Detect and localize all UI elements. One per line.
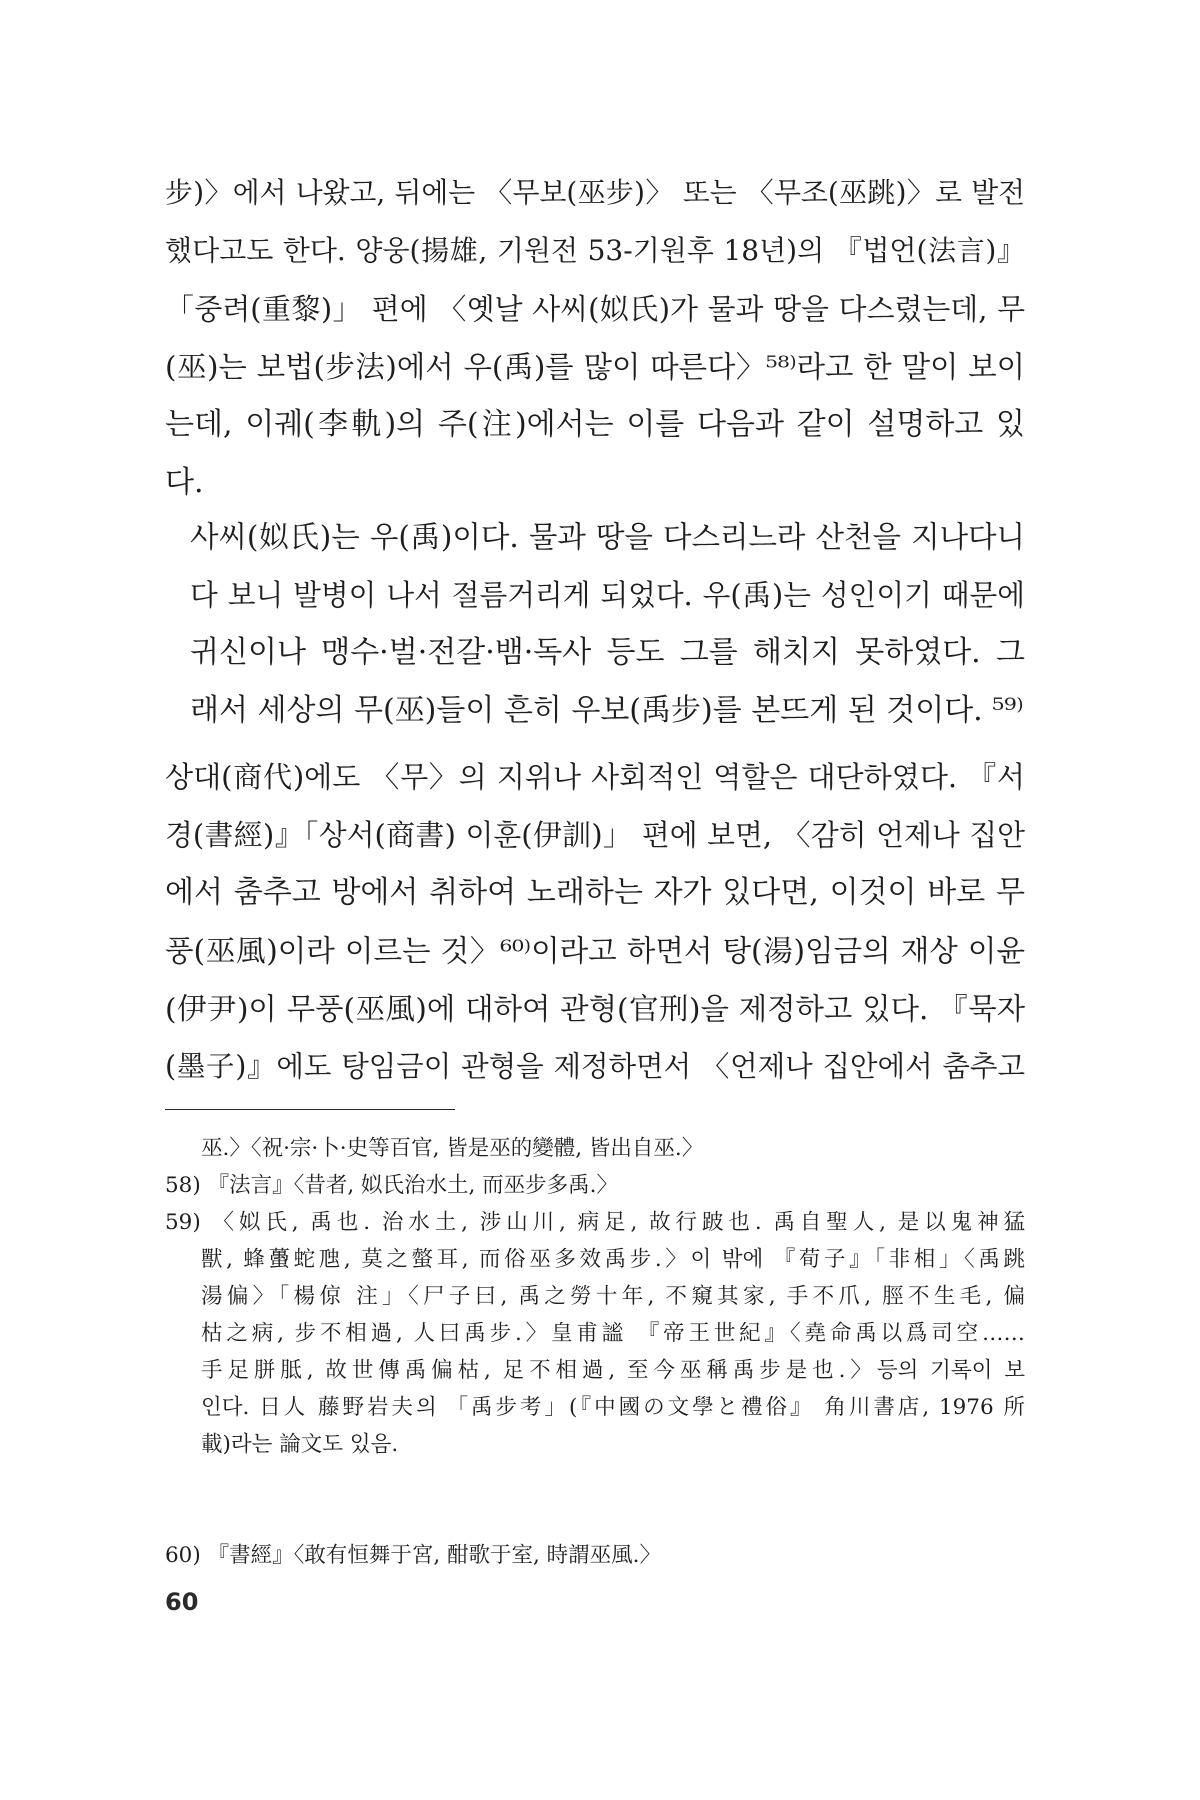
text-line: 步)〉에서 나왔고, 뒤에는 〈무보(巫步)〉 또는 〈무조(巫跳)〉로 발전 bbox=[165, 176, 1025, 209]
text-line: 경(書經)』「상서(商書) 이훈(伊訓)」 편에 보면, 〈감히 언제나 집안 bbox=[165, 818, 1025, 852]
quote-line: 래서 세상의 무(巫)들이 흔히 우보(禹步)를 본뜨게 된 것이다. ⁵⁹⁾ bbox=[190, 693, 1024, 728]
footnote-line: 獸, 蜂蠆蛇虺, 莫之螫耳, 而俗巫多效禹步.〉이 밖에 『荀子』「非相」〈禹跳 bbox=[201, 1247, 1025, 1272]
quote-line: 다 보니 발병이 나서 절름거리게 되었다. 우(禹)는 성인이기 때문에 bbox=[190, 578, 1025, 612]
text-line: 상대(商代)에도 〈무〉의 지위나 사회적인 역할은 대단하였다. 『서 bbox=[165, 760, 1025, 794]
footnote-line: 湯偏〉「楊倞 注」〈尸子曰, 禹之勞十年, 不窺其家, 手不爪, 脛不生毛, 偏 bbox=[201, 1284, 1025, 1309]
quote-line: 귀신이나 맹수·벌·전갈·뱀·독사 등도 그를 해치지 못하였다. 그 bbox=[190, 635, 1025, 670]
text-line: 했다고도 한다. 양웅(揚雄, 기원전 53-기원후 18년)의 『법언(法言)』 bbox=[165, 234, 1025, 267]
footnote-line: 60) 『書經』〈敢有恒舞于宮, 酣歌于室, 時謂巫風.〉 bbox=[165, 1543, 662, 1568]
body-paragraph-1 bbox=[165, 164, 1025, 512]
text-line: 풍(巫風)이라 이르는 것〉⁶⁰⁾이라고 하면서 탕(湯)임금의 재상 이윤 bbox=[165, 934, 1025, 968]
footnote-line: 載)라는 論文도 있음. bbox=[201, 1432, 399, 1457]
footnote-line: 59) 〈姒氏, 禹也. 治水土, 涉山川, 病足, 故行跛也. 禹自聖人, 是以鬼神猛 bbox=[165, 1210, 1025, 1235]
footnote-line: 인다. 日人 藤野岩夫의 「禹步考」(『中國の文學と禮俗』 角川書店, 1976 所 bbox=[201, 1395, 1025, 1420]
text-line: 다. bbox=[165, 465, 204, 500]
text-line: (墨子)』에도 탕임금이 관형을 제정하면서 〈언제나 집안에서 춤추고 bbox=[165, 1050, 1025, 1083]
footnote-continuation bbox=[165, 1130, 1025, 1167]
body-paragraph-2 bbox=[165, 748, 1025, 1096]
text-line: (巫)는 보법(步法)에서 우(禹)를 많이 따른다〉⁵⁸⁾라고 한 말이 보이 bbox=[165, 350, 1025, 384]
block-quote bbox=[190, 508, 1025, 740]
text-line: (伊尹)이 무풍(巫風)에 대하여 관형(官刑)을 제정하고 있다. 『묵자 bbox=[165, 992, 1025, 1026]
footnote-line: 手足胼胝, 故世傳禹偏枯, 足不相過, 至今巫稱禹步是也.〉등의 기록이 보 bbox=[201, 1358, 1025, 1383]
quote-line: 사씨(姒氏)는 우(禹)이다. 물과 땅을 다스리느라 산천을 지나다니 bbox=[190, 520, 1025, 554]
footnote-60 bbox=[165, 1537, 1025, 1574]
footnote-58 bbox=[165, 1167, 1025, 1204]
footnote-divider bbox=[165, 1109, 455, 1110]
text-line: 는데, 이궤(李軌)의 주(注)에서는 이를 다음과 같이 설명하고 있 bbox=[165, 407, 1025, 442]
footnote-59 bbox=[165, 1204, 1025, 1463]
footnote-line: 58) 『法言』〈昔者, 姒氏治水土, 而巫步多禹.〉 bbox=[165, 1173, 619, 1198]
text-line: 「중려(重黎)」 편에 〈옛날 사씨(姒氏)가 물과 땅을 다스렸는데, 무 bbox=[165, 292, 1025, 326]
text-line: 에서 춤추고 방에서 취하여 노래하는 자가 있다면, 이것이 바로 무 bbox=[165, 875, 1025, 910]
footnote-line: 巫.〉〈祝·宗·卜·史等百官, 皆是巫的變體, 皆出自巫.〉 bbox=[201, 1136, 704, 1161]
footnote-line: 枯之病, 步不相過, 人曰禹步.〉皇甫謐 『帝王世紀』〈堯命禹以爲司空…… bbox=[201, 1321, 1025, 1346]
page-number: 60 bbox=[165, 1588, 199, 1616]
